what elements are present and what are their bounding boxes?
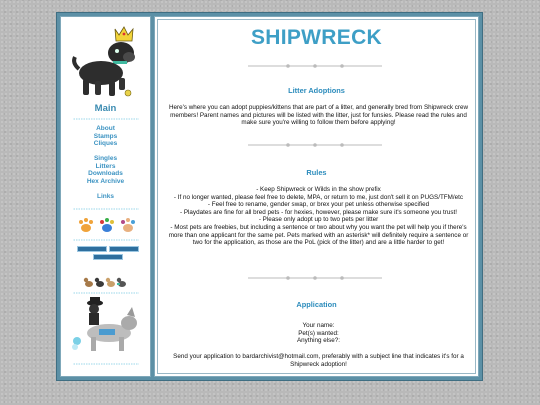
sidebar-title: Main — [94, 103, 117, 114]
link-buttons — [77, 246, 139, 264]
application-heading: Application — [296, 300, 337, 309]
rule-line: - Keep Shipwreck or Wilds in the show prefix — [256, 186, 381, 193]
nav-link-links[interactable]: Links — [97, 193, 114, 200]
link-button[interactable] — [77, 246, 107, 252]
sidebar — [60, 16, 151, 377]
link-button[interactable] — [109, 246, 139, 252]
nav-link-singles[interactable]: Singles — [93, 155, 118, 162]
page-title: SHIPWRECK — [250, 26, 383, 49]
link-button[interactable] — [93, 254, 123, 260]
nav-link-about[interactable]: About — [96, 125, 115, 132]
dot-line-divider — [248, 275, 382, 281]
rules-list — [164, 186, 473, 247]
layout-frame — [56, 12, 483, 381]
dotted-divider — [73, 239, 139, 241]
application-field: Your name: — [302, 322, 335, 329]
dotted-divider — [73, 363, 139, 365]
dotted-divider — [73, 208, 139, 210]
rider-dog-image — [69, 295, 143, 357]
application-footer: Send your application to bardarchivist@hotmail.com, preferably with a subject line that indicates it's for a Shipwreck adoption! — [173, 353, 464, 368]
nav-group-3 — [61, 193, 150, 201]
application-fields — [164, 322, 473, 345]
rule-line: - Please only adopt up to two pets per litter — [258, 216, 379, 224]
dotted-divider — [73, 292, 139, 294]
nav-group-2 — [61, 155, 150, 185]
crowned-dog-logo — [69, 23, 141, 101]
content-inner — [157, 19, 476, 374]
small-dogs-image — [83, 276, 131, 288]
litter-heading: Litter Adoptions — [288, 86, 345, 95]
dotted-divider — [73, 118, 139, 120]
rule-line: - If no longer wanted, please feel free to delete, MPA, or return to me, just don't sell it on PUGS/TFM/etc — [173, 193, 464, 201]
nav-link-hex-archive[interactable]: Hex Archive — [86, 177, 125, 185]
nav-link-downloads[interactable]: Downloads — [88, 170, 123, 178]
dot-line-divider — [248, 142, 382, 148]
litter-intro-text: Here's where you can adopt puppies/kittens that are part of a litter, and generally bred from Shipwreck crew members! Parent names and pictures will be listed with the litter, just for funsies. Please read the rules and make sure you're willing to follow them before applying! — [168, 104, 469, 127]
rules-heading: Rules — [306, 168, 327, 177]
content-panel — [154, 16, 479, 377]
nav-group-1 — [61, 125, 150, 148]
application-field: Anything else?: — [296, 337, 341, 345]
nav-link-litters[interactable]: Litters — [95, 162, 116, 170]
application-field: Pet(s) wanted: — [298, 329, 339, 337]
nav-link-stamps[interactable]: Stamps — [93, 132, 118, 140]
nav-link-cliques[interactable]: Cliques — [93, 140, 118, 148]
rule-line: - Feel free to rename, gender swap, or brex your pet unless otherwise specified — [207, 201, 430, 209]
dot-line-divider — [248, 63, 382, 69]
rule-line: - Playdates are fine for all bred pets - for hexies, however, please make sure it's someone you trust! — [179, 208, 457, 216]
rule-line: - Most pets are freebies, but including a sentence or two about why you want the pet will help you if there's more than one applicant for the same pet. Pets marked with an asterisk* will definitely require a sentence or two for the application, as those are the PoL (pick of the litter) and are a little harder to get! — [168, 223, 469, 247]
paw-badges-image[interactable] — [77, 217, 137, 235]
